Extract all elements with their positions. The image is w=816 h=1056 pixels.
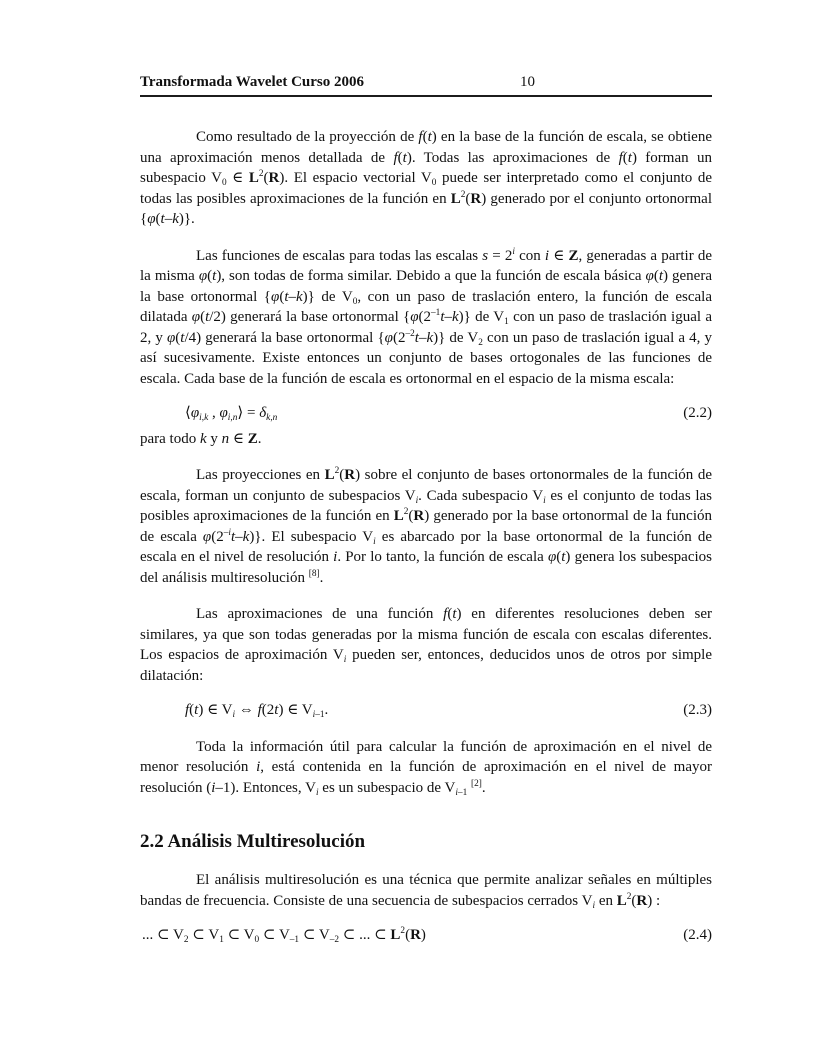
equation-2-4-number: (2.4) <box>683 927 712 943</box>
running-header <box>140 72 712 97</box>
equation-2-2-number: (2.2) <box>683 405 712 421</box>
paragraph-projection-result: Como resultado de la proyección de f(t) en la base de la función de escala, se obtiene una aproximación menos detallada de f(t). Todas las aproximaciones de f(t) forman un subespacio $V_0$ ∈ $L^2(R)$. El espacio vectorial $V_0$ puede ser interpretado como el conjunto de todas las posibles aproximaciones de la función en $L^2(R)$ generado por el conjunto ortonormal {φ(t–k)}. <box>140 129 713 227</box>
header-title: Transformada Wavelet Curso 2006 <box>140 74 365 90</box>
equation-2-3-number: (2.3) <box>683 702 712 718</box>
equation-2-2-body: $⟨\varphi_{i,k}$ , $\varphi_{i,n}⟩ = \delta_{k,n}$ <box>185 405 278 423</box>
equation-2-3 <box>140 700 712 721</box>
equation-2-4-body: ... ⊂ $V_2$ ⊂ $V_1$ ⊂ $V_0$ ⊂ $V_{-1}$ ⊂ $V_{-2}$ ⊂ ... ⊂ $L^2(R)$ <box>142 926 426 945</box>
section-heading-2-2: 2.2 Análisis Multiresolución <box>140 831 366 852</box>
paragraph-multiresolution-intro: El análisis multiresolución es una técnica que permite analizar señales en múltiples bandas de frecuencia. Consiste de una secuencia de subespacios cerrados $V_i$ en $L^2(R)$ : <box>140 872 712 911</box>
paragraph-projections-subspaces: Las proyecciones en $L^2(R)$ sobre el conjunto de bases ortonormales de la función de escala, forman un conjunto de subespacios $V_i$. Cada subespacio $V_i$ es el conjunto de todas las posibles aproximaciones de la función en $L^2(R)$ generado por la base ortonormal de la función de escala $\varphi(2^{-i}t-k)$}. El subespacio $V_i$ es abarcado por la base ortonormal de la función de escala en el nivel de resolución i. Por lo tanto, la función de escala φ(t) genera los subespacios del análisis multiresolución [8]. <box>140 466 712 586</box>
equation-2-4 <box>140 925 712 946</box>
paragraph-scale-functions: Las funciones de escalas para todas las escalas $s = 2^i$ con i ∈ Z, generadas a partir de la misma φ(t), son todas de forma similar. Debido a que la función de escala básica φ(t) genera la base ortonormal {φ(t–k)} de $V_0$, con un paso de traslación entero, la función de escala dilatada φ(t/2) generará la base ortonormal $\{\varphi(2^{-1}t-k)\}$ de $V_1$ con un paso de traslación igual a 2, y φ(t/4) generará la base ortonormal $\{\varphi(2^{-2}t-k)\}$ de $V_2$ con un paso de traslación igual a 4, y así sucesivamente. Existe entonces un conjunto de bases ortogonales de las funciones de escala. Cada base de la función de escala es ortonormal en el espacio de la misma escala: <box>140 246 713 387</box>
paragraph-useful-information: Toda la información útil para calcular la función de aproximación en el nivel de menor resolución i, está contenida en la función de aproximación en el nivel de mayor resolución (i–1). Entonces, $V_i$ es un subespacio de $V_{i-1}$ [2]. <box>140 738 712 798</box>
equation-2-2-condition: para todo k y n ∈ Z. <box>140 430 262 447</box>
equation-2-2 <box>140 403 712 424</box>
page-number: 10 <box>520 74 535 90</box>
equation-2-3-body: f(t) ∈ $V_i$ ⇔ f(2t) ∈ $V_{i-1}$. <box>185 702 329 720</box>
paragraph-approximations-resolutions: Las aproximaciones de una función f(t) en diferentes resoluciones deben ser similares, ya que son todas generadas por la misma función de escala con escalas diferentes. Los espacios de aproximación $V_i$ pueden ser, entonces, deducidos unos de otros por simple dilatación: <box>140 606 712 684</box>
